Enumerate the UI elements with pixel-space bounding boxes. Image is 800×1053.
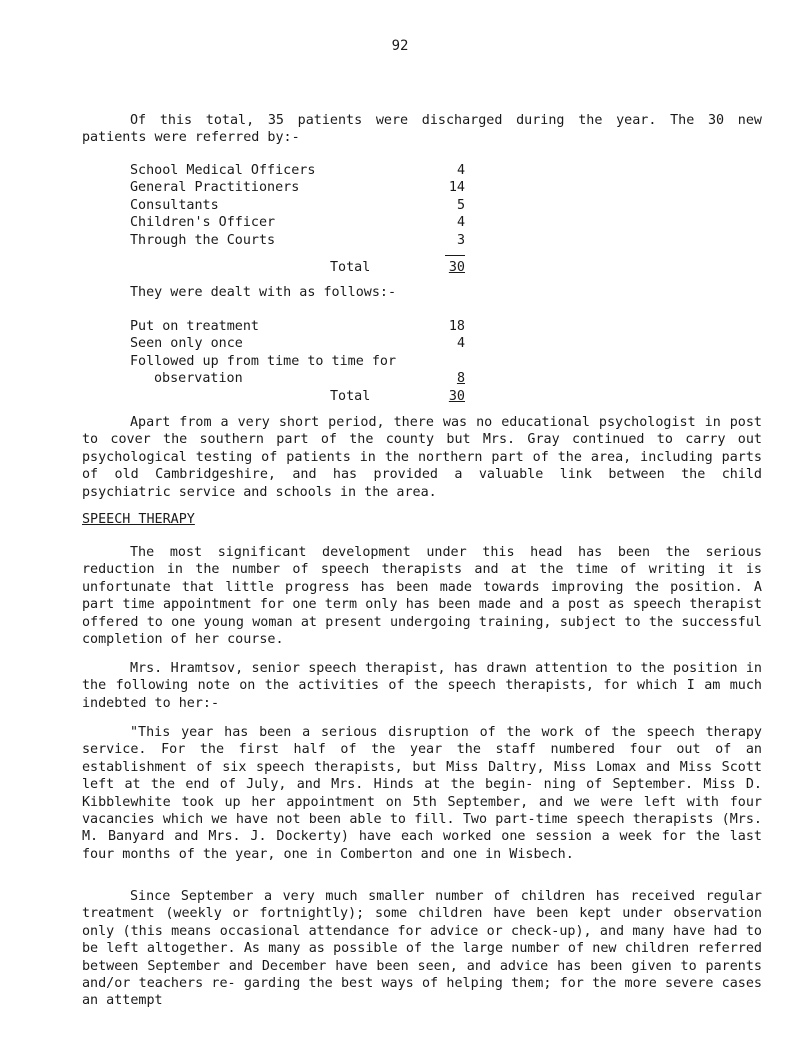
dealt-table	[130, 318, 465, 405]
row-value: 4	[456, 336, 465, 352]
psychologist-text: Apart from a very short period, there was no educational psychologist in post to cover the southern part of the county but Mrs. Gray continued to carry out psychological testing of patients in the northern part of the area, including parts of old Cambridgeshire, and has provided a valuable link between the child psychiatric service and schools in the area.	[82, 415, 762, 500]
row-value: 14	[448, 180, 465, 196]
total-value: 30	[448, 388, 465, 404]
total-value: 30	[448, 259, 465, 275]
table-row	[130, 162, 465, 179]
referrals-table	[130, 162, 465, 276]
speech-paragraph-2	[82, 660, 762, 712]
row-label: Followed up from time to time for	[130, 353, 397, 369]
speech-text-3: "This year has been a serious disruption of the work of the speech therapy service. For the first half of the year the staff numbered four out of an establishment of six speech therapists, but Miss Daltry, Miss Lomax and Miss Scott left at the end of July, and Mrs. Hinds at the begin- ning of September. Miss D. Kibblewhite took up her appointment on 5th September, and we were left with four vacancies which we have not been able to fill. Two part-time speech therapists (Mrs. M. Banyard and Mrs. J. Dockerty) have each worked one session a week for the last four months of the year, one in Comberton and one in Wisbech.	[82, 725, 762, 862]
intro-text: Of this total, 35 patients were discharged during the year. The 30 new patients were referred by:-	[82, 113, 762, 146]
row-label: observation	[154, 371, 243, 387]
row-label: Seen only once	[130, 336, 243, 352]
speech-text-2: Mrs. Hramtsov, senior speech therapist, has drawn attention to the position in the following note on the activities of the speech therapists, for which I am much indebted to her:-	[82, 661, 762, 711]
dealt-intro	[82, 284, 762, 301]
row-value: 5	[456, 197, 465, 213]
speech-text-1: The most significant development under this head has been the serious reduction in the number of speech therapists and at the time of writing it is unfortunate that little progress has been made towards improving the position. A part time appointment for one term only has been made and a post as speech therapist offered to one young woman at present undergoing training, subject to the successful completion of her course.	[82, 545, 762, 648]
psychologist-paragraph	[82, 414, 762, 501]
row-value: 3	[456, 232, 465, 248]
row-value: 4	[456, 163, 465, 178]
intro-paragraph	[82, 112, 762, 147]
row-label: Through the Courts	[130, 232, 276, 248]
speech-paragraph-3	[82, 724, 762, 863]
total-label: Total	[330, 259, 371, 275]
table-row	[130, 370, 465, 387]
table-row	[130, 232, 465, 249]
total-row	[130, 388, 465, 405]
table-row	[130, 197, 465, 214]
table-row	[130, 353, 465, 370]
row-label: Consultants	[130, 197, 219, 213]
speech-paragraph-4	[82, 888, 762, 1010]
speech-paragraph-1	[82, 544, 762, 648]
section-heading: SPEECH THERAPY	[82, 512, 195, 527]
total-rule	[445, 255, 465, 256]
total-row	[130, 259, 465, 276]
total-label: Total	[330, 388, 371, 404]
dealt-intro-text: They were dealt with as follows:-	[130, 285, 397, 300]
row-label: General Practitioners	[130, 180, 300, 196]
row-label: Put on treatment	[130, 319, 259, 334]
table-row	[130, 318, 465, 335]
page-number: 92	[391, 38, 409, 54]
row-label: School Medical Officers	[130, 163, 316, 178]
table-row	[130, 214, 465, 231]
row-value: 8	[456, 371, 465, 387]
row-value: 4	[456, 215, 465, 231]
speech-text-4: Since September a very much smaller number of children has received regular treatment (weekly or fortnightly); some children have been kept under observation only (this means occasional attendance for advice or check-up), and many have had to be left altogether. As many as possible of the large number of new children referred between September and December have been seen, and advice has been given to parents and/or teachers re- garding the best ways of helping them; for the more severe cases an attempt	[82, 889, 762, 1009]
table-row	[130, 179, 465, 196]
row-value: 18	[448, 319, 465, 334]
table-row	[130, 335, 465, 352]
row-label: Children's Officer	[130, 215, 276, 231]
